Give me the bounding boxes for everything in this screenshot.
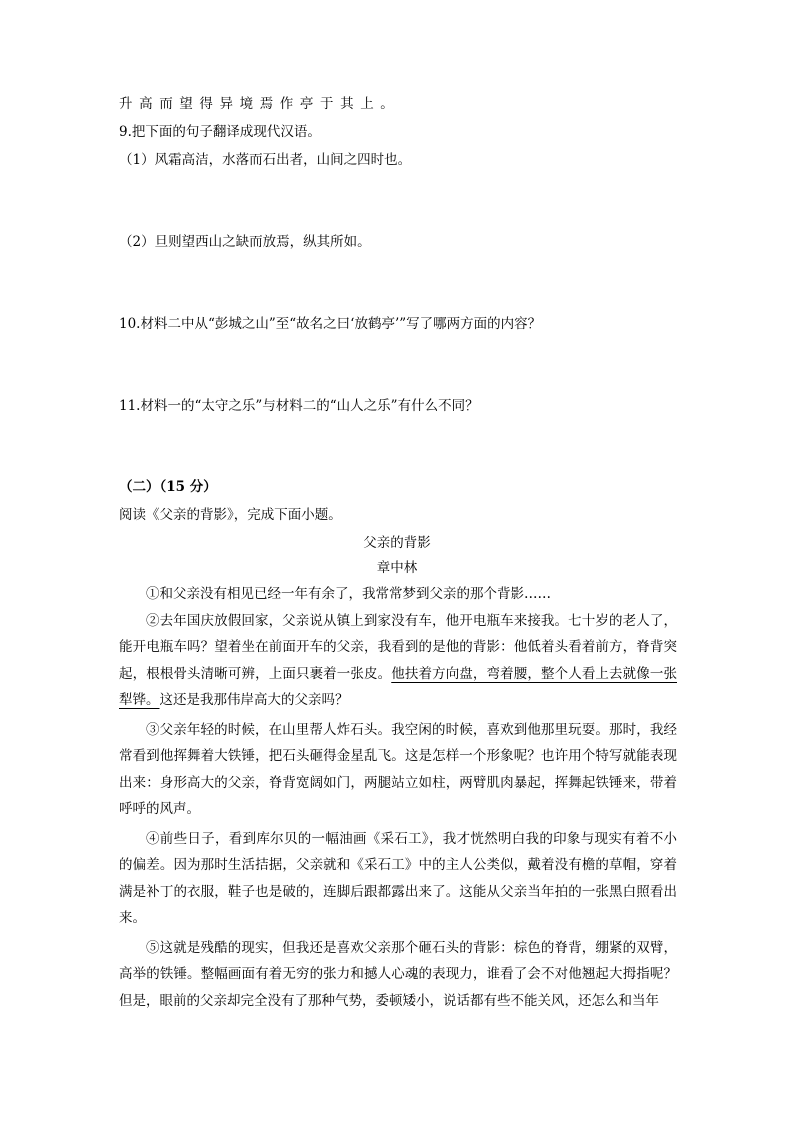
section-2-heading: （二）（15 分）	[119, 479, 217, 495]
section-2-instruction: 阅读《父亲的背影》，完成下面小题。	[119, 507, 342, 523]
intro-line: 升高而望得异境焉作亭于其上。	[119, 96, 401, 112]
question-9-item-1: （1）风霜高洁，水落而石出者，山间之四时也。	[119, 152, 412, 168]
question-9-item-2: （2）旦则望西山之缺而放焉，纵其所如。	[119, 234, 371, 250]
paragraph-1: ①和父亲没有相见已经一年有余了，我常常梦到父亲的那个背影……	[146, 586, 551, 602]
article-title: 父亲的背影	[363, 535, 431, 551]
question-9-prompt: 9.把下面的句子翻译成现代汉语。	[119, 124, 321, 140]
paragraph-2	[119, 608, 677, 714]
paragraph-4: ④前些日子，看到库尔贝的一幅油画《采石工》，我才恍然明白我的印象与现实有着不小的偏差。因为那时生活拮据，父亲就和《采石工》中的主人公类似，戴着没有檐的草帽，穿着满是补丁的衣服，鞋子也是破的，连脚后跟都露出来了。这能从父亲当年拍的一张黑白照看出来。	[119, 831, 677, 927]
paragraph-2-underlined-sentence: 他扶着方向盘，弯着腰，整个人看上去就像一张犁铧。	[119, 665, 677, 709]
question-10: 10.材料二中从“彭城之山”至“故名之曰‘放鹤亭’”写了哪两方面的内容？	[119, 316, 542, 332]
paragraph-2-question: 这还是我那伟岸高大的父亲吗？	[159, 692, 349, 709]
paragraph-2-text: ②去年国庆放假回家，父亲说从镇上到家没有车，他开电瓶车来接我。七十岁的老人了，能开电瓶车吗？望着坐在前面开车的父亲，我看到的是他的背影：他低着头看着前方，脊背突起，根根骨头清晰可辨，上面只裹着一张皮。	[119, 613, 677, 682]
article-author: 章中林	[376, 560, 418, 576]
question-11: 11.材料一的“太守之乐”与材料二的“山人之乐”有什么不同？	[119, 398, 479, 414]
paragraph-3: ③父亲年轻的时候，在山里帮人炸石头。我空闲的时候，喜欢到他那里玩耍。那时，我经常看到他挥舞着大铁锤，把石头砸得金星乱飞。这是怎样一个形象呢？也许用个特写就能表现出来：身形高大的父亲，脊背宽阔如门，两腿站立如柱，两臂肌肉暴起，挥舞起铁锤来，带着呼呼的风声。	[119, 722, 677, 818]
paragraph-5: ⑤这就是残酷的现实，但我还是喜欢父亲那个砸石头的背影：棕色的脊背，绷紧的双臂，高举的铁锤。整幅画面有着无穷的张力和撼人心魂的表现力，谁看了会不对他翘起大拇指呢？但是，眼前的父亲却完全没有了那种气势，委顿矮小，说话都有些不能关风，还怎么和当年	[119, 940, 677, 1009]
